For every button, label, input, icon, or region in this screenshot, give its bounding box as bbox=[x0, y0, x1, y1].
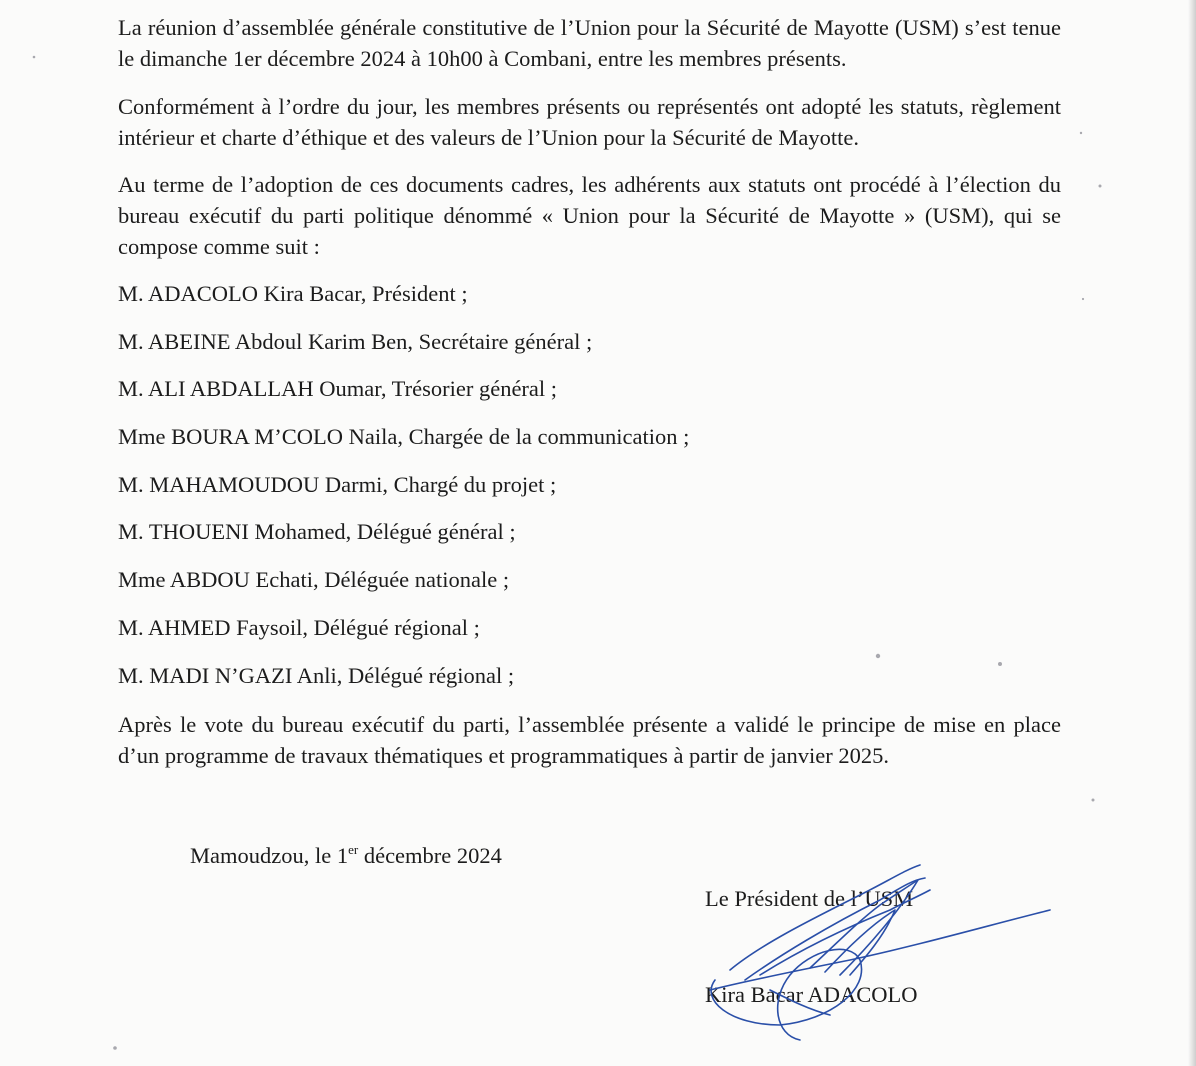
paragraph-adoption-statutes: Conformément à l’ordre du jour, les membres présents ou représentés ont adopté les statuts, règlement intérieur et charte d’éthique et des valeurs de l’Union pour la Sécurité de Mayotte. bbox=[118, 94, 1061, 150]
scan-edge-shadow bbox=[1188, 0, 1196, 1066]
member-line: M. ALI ABDALLAH Oumar, Trésorier général ; bbox=[118, 376, 558, 401]
member-line: M. AHMED Faysoil, Délégué régional ; bbox=[118, 615, 480, 640]
member-line: M. ABEINE Abdoul Karim Ben, Secrétaire général ; bbox=[118, 329, 593, 354]
handwritten-signature bbox=[690, 850, 1070, 1050]
date-prefix: Mamoudzou, le 1 bbox=[190, 843, 349, 868]
member-line: M. ADACOLO Kira Bacar, Président ; bbox=[118, 281, 468, 306]
date-suffix: décembre 2024 bbox=[358, 843, 502, 868]
paragraph-bureau-election: Au terme de l’adoption de ces documents cadres, les adhérents aux statuts ont procédé à l’élection du bureau exécutif du parti politique dénommé « Union pour la Sécurité de Mayotte » (USM), qui se compose comme suit : bbox=[118, 172, 1061, 259]
paragraph-meeting-summary: La réunion d’assemblée générale constitutive de l’Union pour la Sécurité de Mayotte (USM) s’est tenue le dimanche 1er décembre 2024 à 10h00 à Combani, entre les membres présents. bbox=[118, 15, 1061, 71]
member-line: Mme ABDOU Echati, Déléguée nationale ; bbox=[118, 567, 510, 592]
signatory-name: Kira Bacar ADACOLO bbox=[705, 982, 918, 1007]
member-line: M. THOUENI Mohamed, Délégué général ; bbox=[118, 519, 516, 544]
paragraph-work-programme: Après le vote du bureau exécutif du parti, l’assemblée présente a validé le principe de mise en place d’un programme de travaux thématiques et programmatiques à partir de janvier 2025. bbox=[118, 712, 1061, 768]
signatory-title: Le Président de l’USM bbox=[705, 886, 914, 911]
member-line: M. MADI N’GAZI Anli, Délégué régional ; bbox=[118, 663, 515, 688]
date-superscript: er bbox=[348, 842, 359, 857]
member-line: M. MAHAMOUDOU Darmi, Chargé du projet ; bbox=[118, 472, 557, 497]
place-date-line bbox=[190, 836, 502, 870]
member-line: Mme BOURA M’COLO Naila, Chargée de la communication ; bbox=[118, 424, 690, 449]
